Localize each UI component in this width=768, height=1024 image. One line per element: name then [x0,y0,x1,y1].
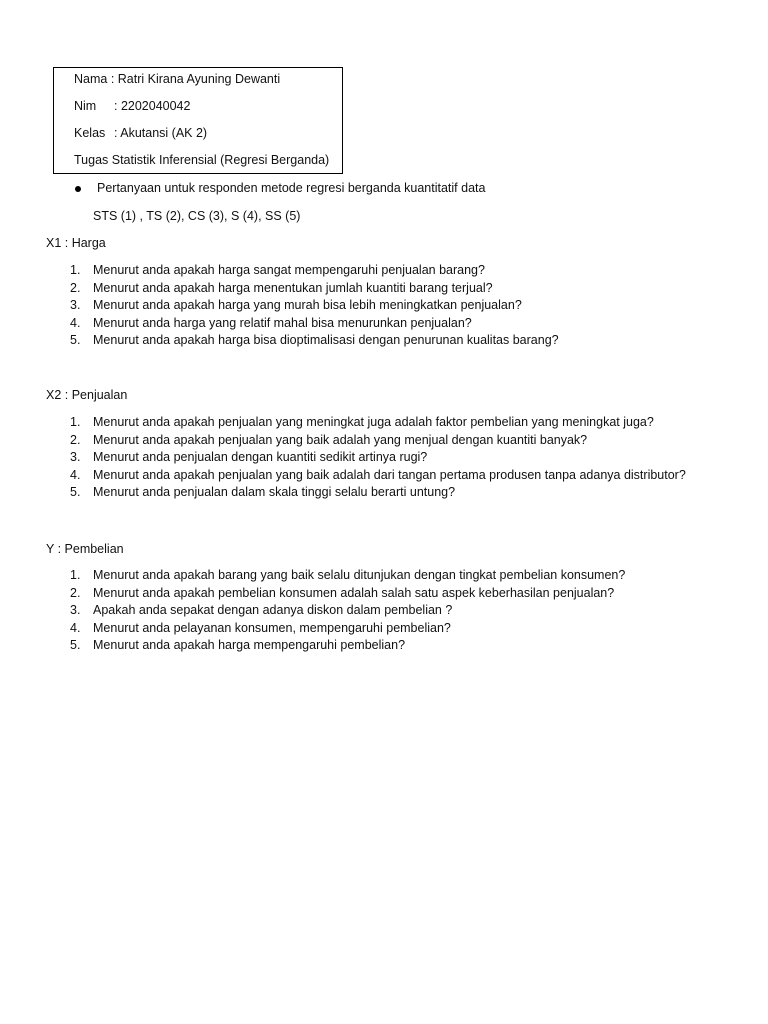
question-number: 5. [70,485,81,500]
section-title-y: Y : Pembelian [46,542,124,556]
question-number: 2. [70,280,81,295]
question-text: Menurut anda apakah penjualan yang baik adalah yang menjual dengan kuantiti banyak? [93,432,588,447]
question-number: 3. [70,603,81,618]
question-number: 4. [70,620,81,635]
question-number: 1. [70,263,81,277]
list-item [0,568,768,586]
question-text: Menurut anda pelayanan konsumen, mempengaruhi pembelian? [93,620,451,635]
question-text: Menurut anda apakah penjualan yang meningkat juga adalah faktor pembelian yang meningkat juga? [93,415,654,429]
assignment-title: Tugas Statistik Inferensial (Regresi Berganda) [74,153,330,167]
question-number: 5. [70,638,81,653]
section-title-x2: X2 : Penjualan [46,388,128,402]
intro-bullet-text: Pertanyaan untuk responden metode regresi berganda kuantitatif data [97,181,486,195]
list-item [0,433,768,451]
question-number: 1. [70,415,81,429]
question-number: 3. [70,450,81,465]
list-item [0,281,768,299]
question-list-y [0,568,768,656]
kelas-value: : Akutansi (AK 2) [114,126,208,140]
question-text: Menurut anda apakah harga mempengaruhi pembelian? [93,638,406,653]
question-text: Menurut anda apakah barang yang baik selalu ditunjukan dengan tingkat pembelian konsumen? [93,568,626,582]
student-nim [74,99,190,113]
question-text: Menurut anda apakah harga bisa dioptimalisasi dengan penurunan kualitas barang? [93,333,559,348]
list-item [0,485,768,503]
question-number: 5. [70,333,81,348]
question-text: Menurut anda apakah harga sangat mempengaruhi penjualan barang? [93,263,485,277]
question-number: 3. [70,298,81,313]
nim-label: Nim [74,99,97,113]
likert-scale-text: STS (1) , TS (2), CS (3), S (4), SS (5) [93,209,301,223]
nim-value: : 2202040042 [114,99,191,113]
student-name: Nama : Ratri Kirana Ayuning Dewanti [74,72,281,86]
list-item [0,468,768,486]
question-text: Menurut anda apakah harga menentukan jumlah kuantiti barang terjual? [93,280,493,295]
question-text: Menurut anda apakah pembelian konsumen adalah salah satu aspek keberhasilan penjualan? [93,585,615,600]
bullet-icon [75,186,81,192]
question-number: 1. [70,568,81,582]
question-list-x1 [0,263,768,351]
question-list-x2 [0,415,768,503]
list-item [0,263,768,281]
section-title-x1: X1 : Harga [46,236,106,250]
list-item [0,603,768,621]
kelas-label: Kelas [74,126,106,140]
question-text: Menurut anda harga yang relatif mahal bisa menurunkan penjualan? [93,315,472,330]
question-text: Menurut anda penjualan dengan kuantiti sedikit artinya rugi? [93,450,428,465]
list-item [0,415,768,433]
student-info-box [53,67,343,174]
list-item [0,638,768,656]
list-item [0,586,768,604]
question-text: Menurut anda apakah penjualan yang baik adalah dari tangan pertama produsen tanpa adanya distributor? [93,467,686,482]
list-item [0,316,768,334]
question-text: Apakah anda sepakat dengan adanya diskon dalam pembelian ? [93,603,453,618]
question-number: 2. [70,432,81,447]
question-number: 4. [70,315,81,330]
question-number: 4. [70,467,81,482]
student-class [74,126,207,140]
list-item [0,450,768,468]
question-number: 2. [70,585,81,600]
question-text: Menurut anda penjualan dalam skala tinggi selalu berarti untung? [93,485,456,500]
question-text: Menurut anda apakah harga yang murah bisa lebih meningkatkan penjualan? [93,298,522,313]
list-item [0,333,768,351]
list-item [0,298,768,316]
list-item [0,621,768,639]
